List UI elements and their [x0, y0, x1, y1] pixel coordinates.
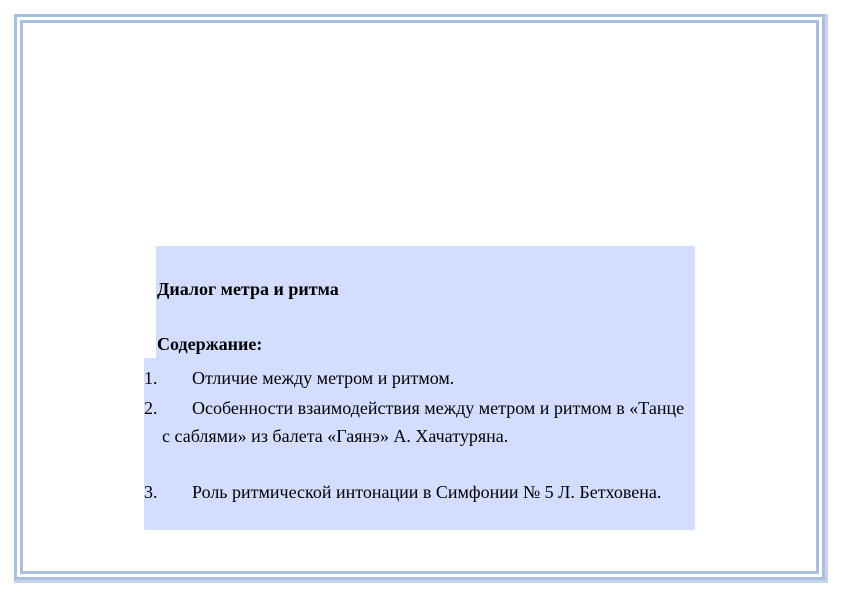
contents-list-item — [144, 394, 695, 450]
contents-list-item — [144, 364, 695, 392]
page-frame-right-shadow — [825, 14, 828, 582]
contents-heading: Содержание: — [157, 334, 263, 354]
list-item-number: 1. — [144, 368, 158, 388]
list-item-text: Роль ритмической интонации в Симфонии № 5 Л. Бетховена. — [192, 482, 662, 502]
list-item-number: 2. — [144, 398, 158, 418]
contents-list-item — [144, 478, 695, 506]
list-item-number: 3. — [144, 482, 158, 502]
list-item-text: Отличие между метром и ритмом. — [192, 368, 455, 388]
list-item-text: Особенности взаимодействия между метром и ритмом в «Танце с саблями» из балета «Гаянэ» А. Хачатуряна. — [162, 398, 685, 446]
document-title: Диалог метра и ритма — [157, 279, 339, 299]
page-frame-bottom-shadow — [14, 580, 828, 583]
